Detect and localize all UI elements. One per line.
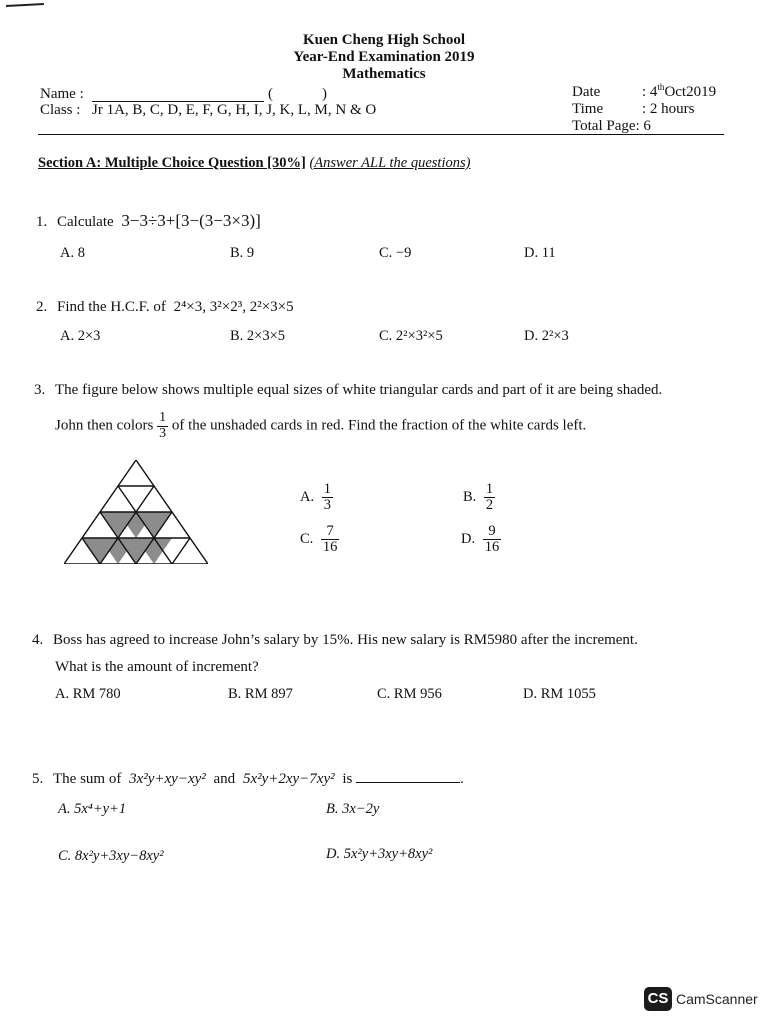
camscanner-label: CamScanner [676, 991, 758, 1007]
q5-option-d[interactable]: D. 5x²y+3xy+8xy² [326, 846, 433, 862]
question-4-line-1 [32, 632, 638, 649]
question-text: Calculate [57, 214, 114, 230]
question-text: The sum of [53, 771, 122, 787]
question-number: 1. [36, 214, 48, 230]
class-value: Jr 1A, B, C, D, E, F, G, H, I, J, K, L, M, N & O [92, 102, 377, 118]
q3-option-b[interactable]: B. $\frac{1}{2}$ [463, 481, 494, 514]
q1-option-b[interactable]: B. 9 [230, 245, 255, 261]
q1-option-d[interactable]: D. 11 [524, 245, 556, 261]
q4-option-a[interactable]: A. RM 780 [55, 686, 121, 702]
question-3-line-1 [34, 382, 662, 399]
q3-option-d[interactable]: D. $\frac{9}{16}$ [461, 523, 500, 556]
question-3-line-2 [55, 411, 586, 441]
fraction: $\frac{7}{16}$ [322, 523, 338, 556]
q5-option-b[interactable]: B. 3x−2y [326, 801, 380, 817]
q5-option-c[interactable]: C. 8x²y+3xy−8xy² [58, 848, 164, 864]
q4-option-b[interactable]: B. RM 897 [228, 686, 293, 702]
q2-option-a[interactable]: A. 2×3 [60, 328, 101, 344]
question-2 [36, 299, 294, 316]
q1-option-a[interactable]: A. 8 [60, 245, 85, 261]
fraction: $\frac{1}{2}$ [485, 481, 494, 514]
scan-mark [6, 3, 44, 7]
question-4-line-2: What is the amount of increment? [55, 659, 259, 675]
fraction: $\frac{1}{3}$ [323, 481, 331, 514]
question-text-and: and [213, 771, 236, 787]
question-number: 2. [36, 299, 48, 315]
question-text-part: of the unshaded cards in red. Find the fraction of the white cards left. [171, 417, 587, 434]
subject-title: Mathematics [342, 66, 426, 82]
total-page: Total Page: 6 [572, 118, 651, 134]
question-number: 5. [32, 771, 44, 787]
name-paren-open: ( [268, 86, 273, 102]
question-number: 3. [34, 382, 46, 398]
question-text-part: John then colors [55, 417, 154, 434]
math-expression: 5x²y+2xy−7xy² [242, 771, 335, 787]
section-title: Section A: Multiple Choice Question [30%] [38, 155, 306, 171]
fraction: $\frac{9}{16}$ [484, 523, 500, 556]
fraction-one-third: $\frac{1}{3}$ [159, 410, 167, 441]
q4-option-d[interactable]: D. RM 1055 [523, 686, 596, 702]
q3-option-a[interactable]: A. $\frac{1}{3}$ [300, 481, 331, 514]
triangle-cards-figure [64, 460, 208, 564]
class-label: Class : [40, 102, 81, 118]
question-text-is: is [342, 771, 353, 787]
question-text: The figure below shows multiple equal sizes of white triangular cards and part of it are being shaded. [55, 382, 663, 398]
question-text: Boss has agreed to increase John’s salary by 15%. His new salary is RM5980 after the increment. [53, 632, 638, 648]
question-1 [36, 211, 261, 231]
exam-title: Year-End Examination 2019 [293, 49, 475, 65]
header-rule [38, 134, 724, 135]
name-label: Name : [40, 86, 84, 102]
camscanner-logo-icon: CS [644, 987, 672, 1011]
math-expression: 3−3÷3+[3−(3−3×3)] [121, 211, 261, 230]
section-heading [38, 155, 470, 172]
math-expression: 2⁴×3, 3²×2³, 2²×3×5 [173, 299, 294, 315]
date-label: Date [572, 84, 601, 100]
section-instruction: (Answer ALL the questions) [309, 155, 471, 171]
answer-blank[interactable] [356, 768, 460, 783]
q3-option-c[interactable]: C. $\frac{7}{16}$ [300, 523, 338, 556]
school-name: Kuen Cheng High School [302, 32, 466, 48]
question-text: Find the H.C.F. of [57, 299, 166, 315]
time-label: Time [572, 101, 604, 117]
math-expression: 3x²y+xy−xy² [129, 771, 206, 787]
q4-option-c[interactable]: C. RM 956 [377, 686, 442, 702]
q2-option-d[interactable]: D. 2²×3 [524, 328, 569, 344]
question-5: 5. The sum of 3x²y+xy−xy² and 5x²y+2xy−7xy² is . [32, 768, 464, 788]
q2-option-c[interactable]: C. 2²×3²×5 [379, 328, 443, 344]
question-number: 4. [32, 632, 44, 648]
q1-option-c[interactable]: C. −9 [379, 245, 412, 261]
q2-option-b[interactable]: B. 2×3×5 [230, 328, 286, 344]
time-value: : 2 hours [642, 101, 695, 117]
q5-option-a[interactable]: A. 5x⁴+y+1 [58, 801, 127, 817]
name-paren-close: ) [322, 86, 327, 102]
date-value: : 4thOct2019 [642, 82, 717, 100]
